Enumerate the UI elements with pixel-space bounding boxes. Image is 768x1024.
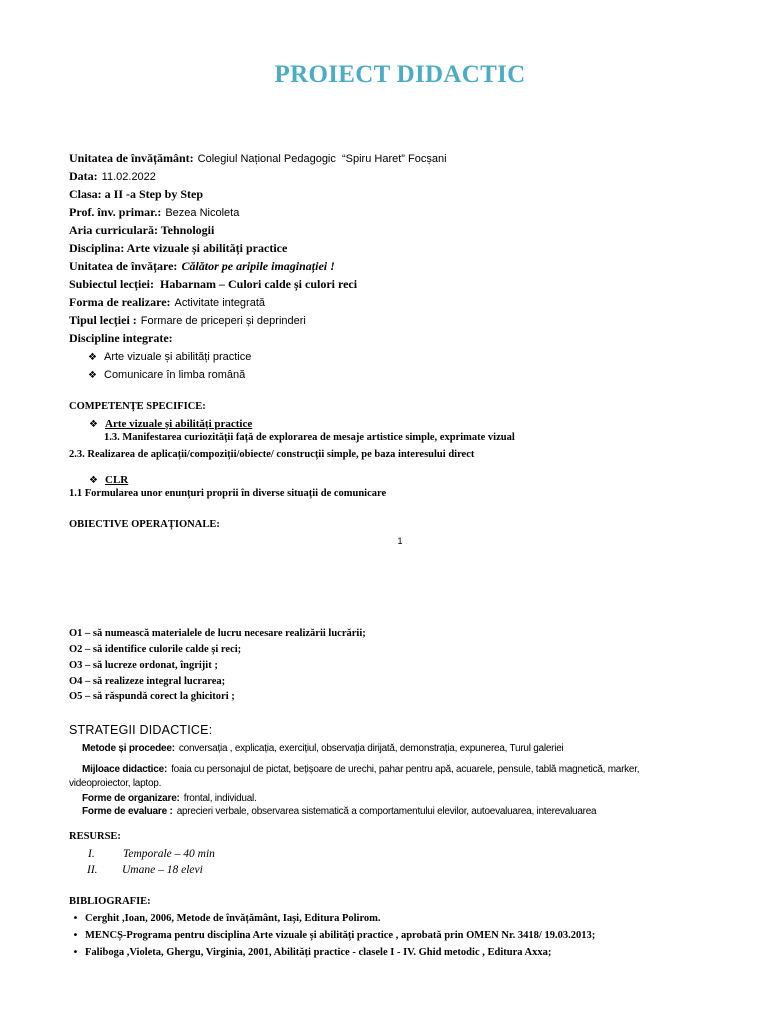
curricular-area-row (69, 222, 214, 238)
objective-item: O3 – să lucreze ordonat, îngrijit ; (69, 660, 218, 671)
bibliography-title: BIBLIOGRAFIE: (69, 896, 151, 907)
form-label: Forma de realizare: (69, 295, 171, 309)
school-label: Unitatea de învățământ: (69, 151, 194, 165)
methods-label: Metode și procedee: (82, 743, 175, 754)
objective-item: O4 – să realizeze integral lucrarea; (69, 676, 226, 687)
teacher-value: Bezea Nicoleta (165, 207, 240, 219)
discipline-row (69, 240, 287, 256)
competence-group-heading (89, 415, 252, 431)
list-item (88, 348, 251, 364)
methods-row (82, 739, 564, 755)
date-label: Data: (69, 169, 98, 183)
lesson-type-label: Tipul lecției : (69, 313, 137, 327)
lesson-type-value: Formare de priceperi și deprinderi (140, 315, 306, 327)
resource-text: Umane – 18 elevi (122, 864, 203, 876)
bibliography-text: MENCȘ-Programa pentru disciplina Arte vizuale și abilități practice , aprobată prin OMEN Nr. 3418/ 19.03.2013; (85, 930, 596, 941)
objective-item: O2 – să identifice culorile calde și reci; (69, 644, 242, 655)
resource-text: Temporale – 40 min (123, 848, 215, 860)
curricular-area-text: Aria curriculară: Tehnologii (69, 223, 215, 237)
competence-item: 1.1 Formularea unor enunțuri proprii în diverse situații de comunicare (69, 488, 387, 499)
competence-item: 1.3. Manifestarea curiozității față de explorarea de mesaje artistice simple, exprimate vizual (104, 432, 515, 443)
class-row (69, 186, 203, 202)
organization-value: frontal, individual. (183, 793, 257, 804)
bullet-icon (66, 909, 85, 927)
discipline-text: Disciplina: Arte vizuale și abilități practice (69, 241, 288, 255)
competence-group-name: CLR (105, 474, 129, 486)
methods-value: conversația , explicația, exercițiul, observația dirijată, demonstrația, expunerea, Turul galeriei (178, 743, 564, 754)
lesson-subject-text: Subiectul lecției: Habarnam – Culori calde și culori reci (69, 277, 358, 291)
objective-item: O5 – să răspundă corect la ghicitori ; (69, 691, 235, 702)
competence-group-heading (89, 471, 128, 487)
means-value-continued: videoproiector, laptop. (69, 778, 162, 789)
resources-title: RESURSE: (69, 831, 121, 842)
evaluation-label: Forme de evaluare : (82, 806, 173, 817)
resource-item (88, 845, 215, 861)
integrated-discipline-item: Arte vizuale și abilități practice (104, 351, 252, 363)
integrated-discipline-item: Comunicare în limba română (104, 369, 246, 381)
bullet-icon (66, 926, 85, 944)
bibliography-text: Cerghit ,Ioan, 2006, Metode de învățământ, Iași, Editura Polirom. (85, 913, 381, 924)
objective-item: O1 – să numească materialele de lucru necesare realizării lucrării; (69, 628, 366, 639)
learning-unit-value: Călător pe aripile imaginației ! (181, 259, 335, 273)
means-value: foaia cu personajul de pictat, bețișoare de urechi, pahar pentru apă, acuarele, pensule, tablă magnetică, marker, (171, 764, 640, 775)
document-title: PROIECT DIDACTIC (274, 61, 526, 88)
learning-unit-label: Unitatea de învățare: (69, 259, 178, 273)
bibliography-item (66, 909, 381, 925)
competence-item: 2.3. Realizarea de aplicații/compoziții/obiecte/ construcții simple, pe baza interesului direct (69, 449, 475, 460)
competences-title: COMPETENȚE SPECIFICE: (69, 401, 206, 412)
date-value: 11.02.2022 (101, 171, 156, 183)
list-item (88, 366, 245, 382)
teacher-row (69, 204, 239, 220)
bibliography-item (66, 926, 595, 942)
learning-unit-row (69, 258, 335, 274)
teacher-label: Prof. înv. primar.: (69, 205, 162, 219)
class-text: Clasa: a II -a Step by Step (69, 187, 204, 201)
bibliography-item (66, 943, 551, 959)
lesson-subject-row (69, 276, 357, 292)
resource-number: II. (87, 864, 98, 876)
evaluation-value: aprecieri verbale, observarea sistematică a comportamentului elevilor, autoevaluarea, interevaluarea (176, 806, 597, 817)
integrated-disciplines-label: Discipline integrate: (69, 331, 173, 345)
form-value: Activitate integrată (174, 297, 266, 309)
resource-item (87, 861, 203, 877)
evaluation-row (82, 802, 596, 818)
means-row (82, 760, 639, 776)
means-label: Mijloace didactice: (82, 764, 168, 775)
diamond-bullet-icon (88, 366, 104, 384)
bullet-icon (66, 943, 85, 961)
competence-group-name: Arte vizuale și abilități practice (105, 418, 253, 430)
means-row-continued (69, 774, 161, 790)
diamond-bullet-icon (88, 348, 104, 366)
strategies-title: STRATEGII DIDACTICE: (69, 723, 213, 737)
organization-label: Forme de organizare: (82, 793, 180, 804)
resource-number: I. (88, 848, 95, 860)
integrated-disciplines-row (69, 330, 173, 346)
form-row (69, 294, 265, 310)
date-row (69, 168, 156, 184)
lesson-type-row (69, 312, 306, 328)
bibliography-text: Faliboga ,Violeta, Ghergu, Virginia, 2001, Abilități practice - clasele I - IV. Ghid metodic , Editura Axxa; (85, 947, 552, 958)
page-number: 1 (397, 536, 403, 546)
school-value: Colegiul Național Pedagogic “Spiru Haret” Focșani (197, 153, 447, 165)
objectives-title: OBIECTIVE OPERAȚIONALE: (69, 519, 220, 530)
diamond-bullet-icon (89, 415, 105, 433)
school-row (69, 150, 447, 166)
